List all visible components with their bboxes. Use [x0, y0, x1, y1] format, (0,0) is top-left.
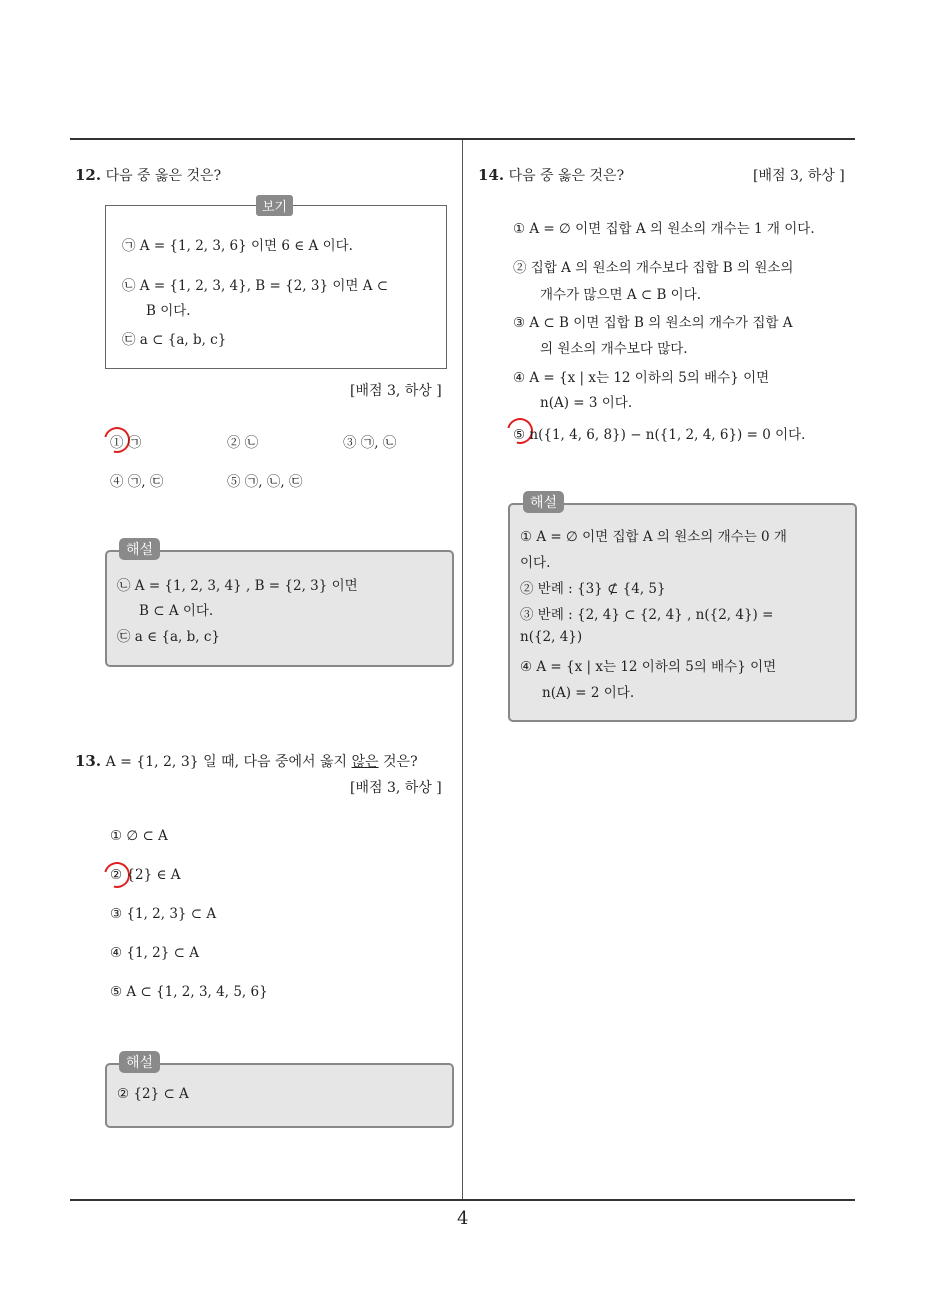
q12-choice-2[interactable]: ② ㉡ — [227, 435, 259, 451]
q14-solution-line-7: n(A) = 2 이다. — [542, 685, 635, 701]
q14-solution-line-3: ② 반례 : {3} ⊄ {4, 5} — [520, 581, 666, 597]
q12-bogi-item-2: ㉡ A = {1, 2, 3, 4}, B = {2, 3} 이면 A ⊂ — [122, 278, 389, 294]
q13-choice-3[interactable]: ③ {1, 2, 3} ⊂ A — [110, 906, 217, 922]
q13-solution-title: 해설 — [119, 1051, 160, 1073]
q14-header — [478, 165, 624, 185]
q12-bogi-title: 보기 — [256, 195, 293, 216]
q14-choice-4b: n(A) = 3 이다. — [540, 395, 633, 411]
q14-solution-line-6: ④ A = {x | x는 12 이하의 5의 배수} 이면 — [520, 659, 777, 675]
q12-choice-4[interactable]: ④ ㉠, ㉢ — [110, 474, 164, 490]
q12-header — [75, 165, 221, 185]
q12-choice-3[interactable]: ③ ㉠, ㉡ — [343, 435, 397, 451]
q12-choice-1[interactable]: ① ㉠ — [110, 435, 142, 451]
q12-solution-line-1: ㉡ A = {1, 2, 3, 4} , B = {2, 3} 이면 — [117, 578, 358, 594]
q12-score: [배점 3, 하상 ] — [350, 383, 442, 399]
q12-bogi-item-1: ㉠ A = {1, 2, 3, 6} 이면 6 ∈ A 이다. — [122, 238, 353, 254]
q14-choice-1[interactable]: ① A = ∅ 이면 집합 A 의 원소의 개수는 1 개 이다. — [513, 221, 815, 237]
q13-question-pre: A = {1, 2, 3} 일 때, 다음 중에서 옳지 — [105, 754, 352, 770]
q12-solution-title: 해설 — [119, 538, 160, 560]
q12-bogi-item-3: ㉢ a ⊂ {a, b, c} — [122, 332, 227, 348]
q12-question: 다음 중 옳은 것은? — [105, 168, 222, 184]
q14-choice-3b: 의 원소의 개수보다 많다. — [540, 341, 688, 357]
q12-bogi-item-2b: B 이다. — [146, 303, 191, 319]
q13-score: [배점 3, 하상 ] — [350, 780, 442, 796]
q13-choice-4[interactable]: ④ {1, 2} ⊂ A — [110, 945, 199, 961]
page-number: 4 — [457, 1208, 469, 1229]
column-divider — [462, 140, 463, 1200]
q14-question: 다음 중 옳은 것은? — [508, 168, 625, 184]
q12-number: 12. — [75, 166, 102, 184]
q13-header — [75, 751, 418, 771]
bottom-rule — [70, 1199, 855, 1201]
q13-choice-1[interactable]: ① ∅ ⊂ A — [110, 828, 168, 844]
q12-solution-line-3: ㉢ a ∈ {a, b, c} — [117, 629, 221, 645]
q14-number: 14. — [478, 166, 505, 184]
q14-solution-line-4: ③ 반례 : {2, 4} ⊂ {2, 4} , n({2, 4}) = — [520, 607, 774, 623]
q14-score: [배점 3, 하상 ] — [753, 168, 845, 184]
q13-question-post: 것은? — [378, 754, 418, 770]
q14-choice-2[interactable]: ② 집합 A 의 원소의 개수보다 집합 B 의 원소의 — [513, 260, 794, 276]
q14-solution-line-5: n({2, 4}) — [520, 629, 583, 645]
q13-solution-line-1: ② {2} ⊂ A — [117, 1086, 189, 1102]
q14-solution-line-1: ① A = ∅ 이면 집합 A 의 원소의 개수는 0 개 — [520, 529, 787, 545]
q13-question-underlined: 않은 — [351, 754, 379, 770]
q14-solution-title: 해설 — [523, 491, 564, 513]
q12-choice-5[interactable]: ⑤ ㉠, ㉡, ㉢ — [227, 474, 303, 490]
q13-number: 13. — [75, 752, 102, 770]
q14-choice-4[interactable]: ④ A = {x | x는 12 이하의 5의 배수} 이면 — [513, 370, 770, 386]
q14-choice-5[interactable]: ⑤ n({1, 4, 6, 8}) − n({1, 2, 4, 6}) = 0 이다. — [513, 427, 806, 443]
q14-choice-2b: 개수가 많으면 A ⊂ B 이다. — [540, 287, 702, 303]
q13-choice-5[interactable]: ⑤ A ⊂ {1, 2, 3, 4, 5, 6} — [110, 984, 268, 1000]
q14-choice-3[interactable]: ③ A ⊂ B 이면 집합 B 의 원소의 개수가 집합 A — [513, 315, 793, 331]
q14-solution-line-2: 이다. — [520, 555, 551, 571]
q12-solution-line-2: B ⊂ A 이다. — [139, 603, 214, 619]
q13-choice-2[interactable]: ② {2} ∈ A — [110, 867, 181, 883]
